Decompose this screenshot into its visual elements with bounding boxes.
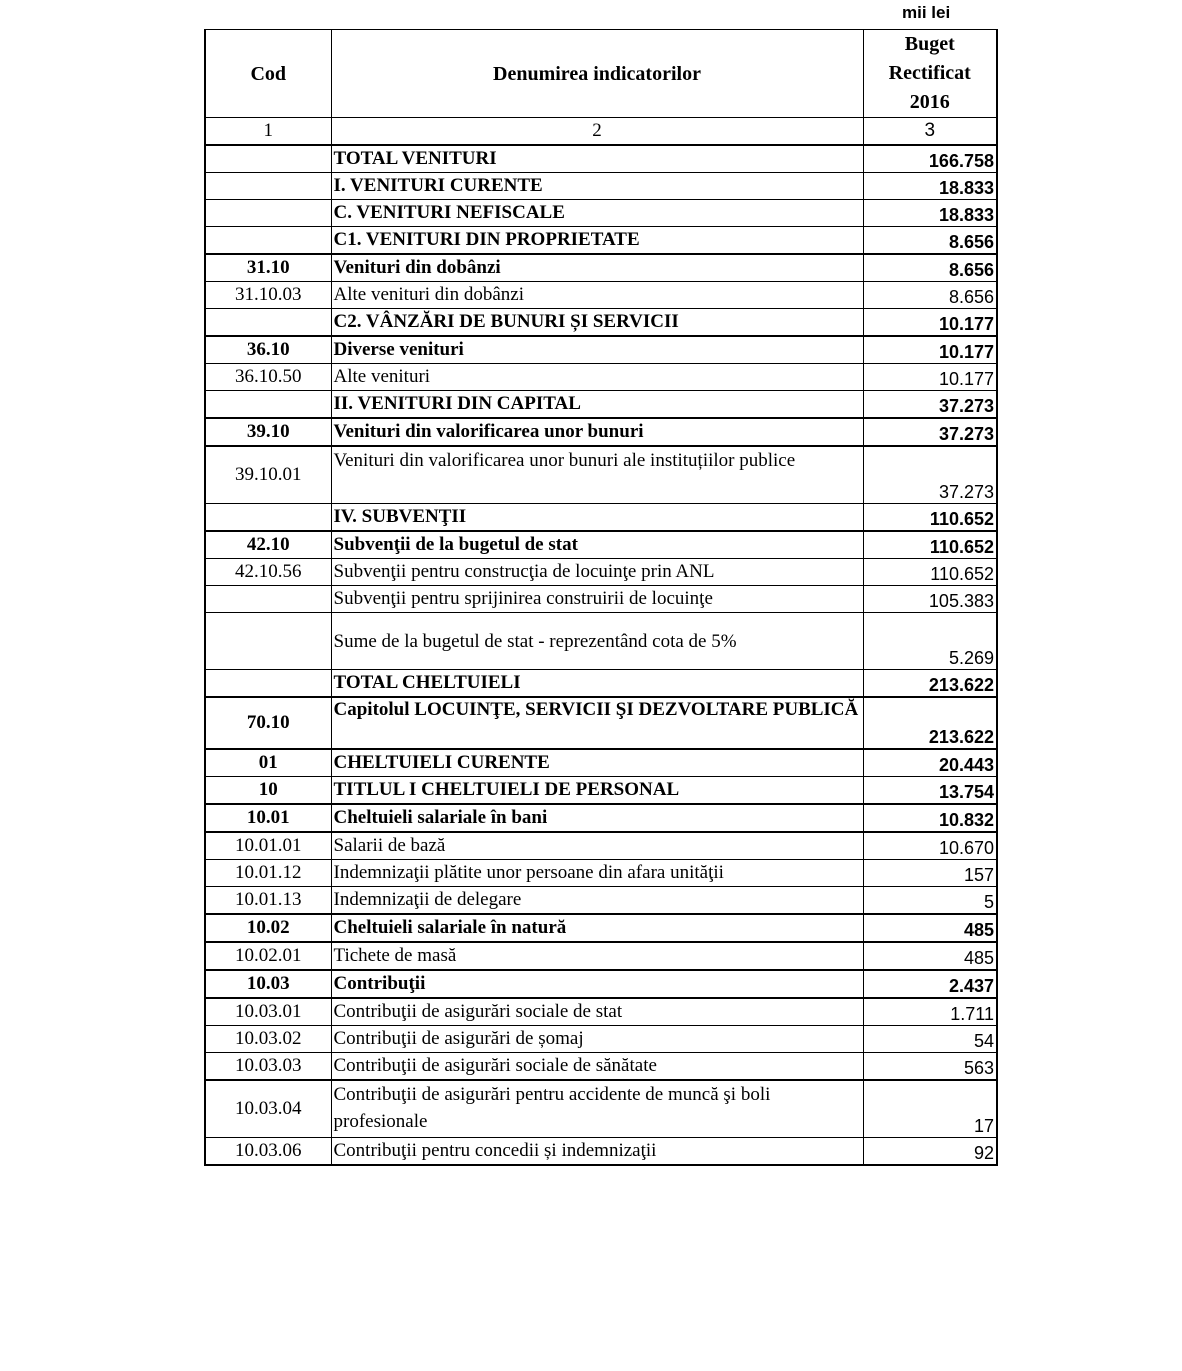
row-value: 10.832: [863, 804, 997, 832]
header-code: Cod: [205, 30, 331, 118]
row-name: C1. VENITURI DIN PROPRIETATE: [331, 227, 863, 255]
row-code: 36.10.50: [205, 364, 331, 391]
row-value: 213.622: [863, 670, 997, 698]
row-code: 42.10.56: [205, 559, 331, 586]
row-value: 18.833: [863, 200, 997, 227]
column-number-1: 1: [205, 118, 331, 146]
row-value: 166.758: [863, 145, 997, 173]
row-code: [205, 391, 331, 419]
unit-label: mii lei: [902, 3, 951, 22]
table-row: [205, 998, 997, 1026]
row-name: TOTAL CHELTUIELI: [331, 670, 863, 698]
row-value: 8.656: [863, 254, 997, 282]
header-value-line3: 2016: [909, 91, 950, 113]
row-code: 10.03.04: [205, 1080, 331, 1138]
budget-table: [204, 29, 998, 1166]
table-row: [205, 1138, 997, 1166]
table-row: [205, 804, 997, 832]
row-name: Salarii de bază: [331, 832, 863, 860]
header-value-line1: Buget: [904, 33, 955, 55]
row-name: Contribuţii de asigurări pentru accidente de muncă şi boli profesionale: [331, 1080, 863, 1138]
row-value: 485: [863, 914, 997, 942]
column-number-row: [205, 118, 997, 146]
table-row: [205, 173, 997, 200]
row-name: Sume de la bugetul de stat - reprezentând cota de 5%: [331, 613, 863, 670]
row-name: Alte venituri din dobânzi: [331, 282, 863, 309]
row-value: 105.383: [863, 586, 997, 613]
row-name: Contribuţii de asigurări sociale de sănătate: [331, 1053, 863, 1081]
table-row: [205, 1026, 997, 1053]
row-code: [205, 173, 331, 200]
row-code: [205, 613, 331, 670]
row-code: [205, 504, 331, 532]
row-code: 10.03.01: [205, 998, 331, 1026]
row-value: 20.443: [863, 749, 997, 777]
row-name: Contribuţii de asigurări de șomaj: [331, 1026, 863, 1053]
row-code: 10.03: [205, 970, 331, 998]
row-name: I. VENITURI CURENTE: [331, 173, 863, 200]
row-code: 70.10: [205, 697, 331, 749]
table-row: [205, 860, 997, 887]
table-row: [205, 586, 997, 613]
row-value: 110.652: [863, 531, 997, 559]
row-code: 36.10: [205, 336, 331, 364]
row-value: 8.656: [863, 282, 997, 309]
row-name: TITLUL I CHELTUIELI DE PERSONAL: [331, 777, 863, 805]
row-name: Venituri din valorificarea unor bunuri: [331, 418, 863, 446]
table-row: [205, 282, 997, 309]
table-row: [205, 145, 997, 173]
table-row: [205, 613, 997, 670]
row-code: [205, 200, 331, 227]
table-row: [205, 391, 997, 419]
row-value: 18.833: [863, 173, 997, 200]
row-code: 42.10: [205, 531, 331, 559]
row-code: 10.03.06: [205, 1138, 331, 1166]
column-number-2: 2: [331, 118, 863, 146]
header-name: Denumirea indicatorilor: [331, 30, 863, 118]
table-row: [205, 1053, 997, 1081]
row-name: Venituri din dobânzi: [331, 254, 863, 282]
row-name: Contribuţii pentru concedii și indemnizaţii: [331, 1138, 863, 1166]
table-row: [205, 418, 997, 446]
row-code: 10: [205, 777, 331, 805]
row-value: 5: [863, 887, 997, 915]
table-row: [205, 887, 997, 915]
row-value: 110.652: [863, 559, 997, 586]
table-row: [205, 832, 997, 860]
row-name: Cheltuieli salariale în natură: [331, 914, 863, 942]
row-code: [205, 670, 331, 698]
row-code: [205, 227, 331, 255]
row-code: 10.02: [205, 914, 331, 942]
table-row: [205, 942, 997, 970]
row-value: 37.273: [863, 446, 997, 504]
row-code: 10.03.03: [205, 1053, 331, 1081]
header-row: [205, 30, 997, 118]
table-row: [205, 531, 997, 559]
row-value: 563: [863, 1053, 997, 1081]
row-value: 8.656: [863, 227, 997, 255]
row-name: Indemnizaţii plătite unor persoane din afara unităţii: [331, 860, 863, 887]
row-code: [205, 309, 331, 337]
row-code: 10.03.02: [205, 1026, 331, 1053]
table-row: [205, 504, 997, 532]
table-row: [205, 200, 997, 227]
row-code: 39.10: [205, 418, 331, 446]
row-name: TOTAL VENITURI: [331, 145, 863, 173]
row-name: C. VENITURI NEFISCALE: [331, 200, 863, 227]
table-row: [205, 697, 997, 749]
row-code: 01: [205, 749, 331, 777]
row-code: [205, 145, 331, 173]
row-code: 10.01.13: [205, 887, 331, 915]
table-row: [205, 336, 997, 364]
table-row: [205, 670, 997, 698]
row-value: 13.754: [863, 777, 997, 805]
row-code: [205, 586, 331, 613]
table-row: [205, 749, 997, 777]
table-row: [205, 1080, 997, 1138]
row-value: 37.273: [863, 418, 997, 446]
row-value: 92: [863, 1138, 997, 1166]
row-value: 10.177: [863, 364, 997, 391]
row-value: 10.670: [863, 832, 997, 860]
row-name: Indemnizaţii de delegare: [331, 887, 863, 915]
row-code: 10.01.12: [205, 860, 331, 887]
row-name: Tichete de masă: [331, 942, 863, 970]
header-value-line2: Rectificat: [888, 62, 971, 84]
table-body: [205, 145, 997, 1165]
row-name: IV. SUBVENŢII: [331, 504, 863, 532]
row-value: 213.622: [863, 697, 997, 749]
row-value: 110.652: [863, 504, 997, 532]
row-code: 31.10.03: [205, 282, 331, 309]
row-name: Cheltuieli salariale în bani: [331, 804, 863, 832]
row-name: II. VENITURI DIN CAPITAL: [331, 391, 863, 419]
table-row: [205, 970, 997, 998]
row-value: 10.177: [863, 309, 997, 337]
row-value: 54: [863, 1026, 997, 1053]
row-value: 485: [863, 942, 997, 970]
table-row: [205, 559, 997, 586]
row-value: 1.711: [863, 998, 997, 1026]
table-row: [205, 309, 997, 337]
row-name: Subvenţii de la bugetul de stat: [331, 531, 863, 559]
row-value: 157: [863, 860, 997, 887]
row-name: Venituri din valorificarea unor bunuri ale instituțiilor publice: [331, 446, 863, 504]
table-row: [205, 777, 997, 805]
table-row: [205, 254, 997, 282]
row-name: C2. VÂNZĂRI DE BUNURI ȘI SERVICII: [331, 309, 863, 337]
header-value: [863, 30, 997, 118]
row-code: 10.01: [205, 804, 331, 832]
table-row: [205, 446, 997, 504]
row-value: 37.273: [863, 391, 997, 419]
row-code: 31.10: [205, 254, 331, 282]
table-row: [205, 914, 997, 942]
row-name: Subvenţii pentru sprijinirea construirii de locuinţe: [331, 586, 863, 613]
row-name: Diverse venituri: [331, 336, 863, 364]
table-row: [205, 364, 997, 391]
row-name: Contribuţii: [331, 970, 863, 998]
row-name: Alte venituri: [331, 364, 863, 391]
row-value: 2.437: [863, 970, 997, 998]
row-name: Subvenţii pentru construcţia de locuinţe prin ANL: [331, 559, 863, 586]
row-code: 10.01.01: [205, 832, 331, 860]
row-code: 39.10.01: [205, 446, 331, 504]
row-code: 10.02.01: [205, 942, 331, 970]
row-name: Contribuţii de asigurări sociale de stat: [331, 998, 863, 1026]
table-row: [205, 227, 997, 255]
row-value: 5.269: [863, 613, 997, 670]
row-name: CHELTUIELI CURENTE: [331, 749, 863, 777]
row-name: Capitolul LOCUINŢE, SERVICII ŞI DEZVOLTARE PUBLICĂ: [331, 697, 863, 749]
row-value: 10.177: [863, 336, 997, 364]
row-value: 17: [863, 1080, 997, 1138]
column-number-3: 3: [863, 118, 997, 146]
